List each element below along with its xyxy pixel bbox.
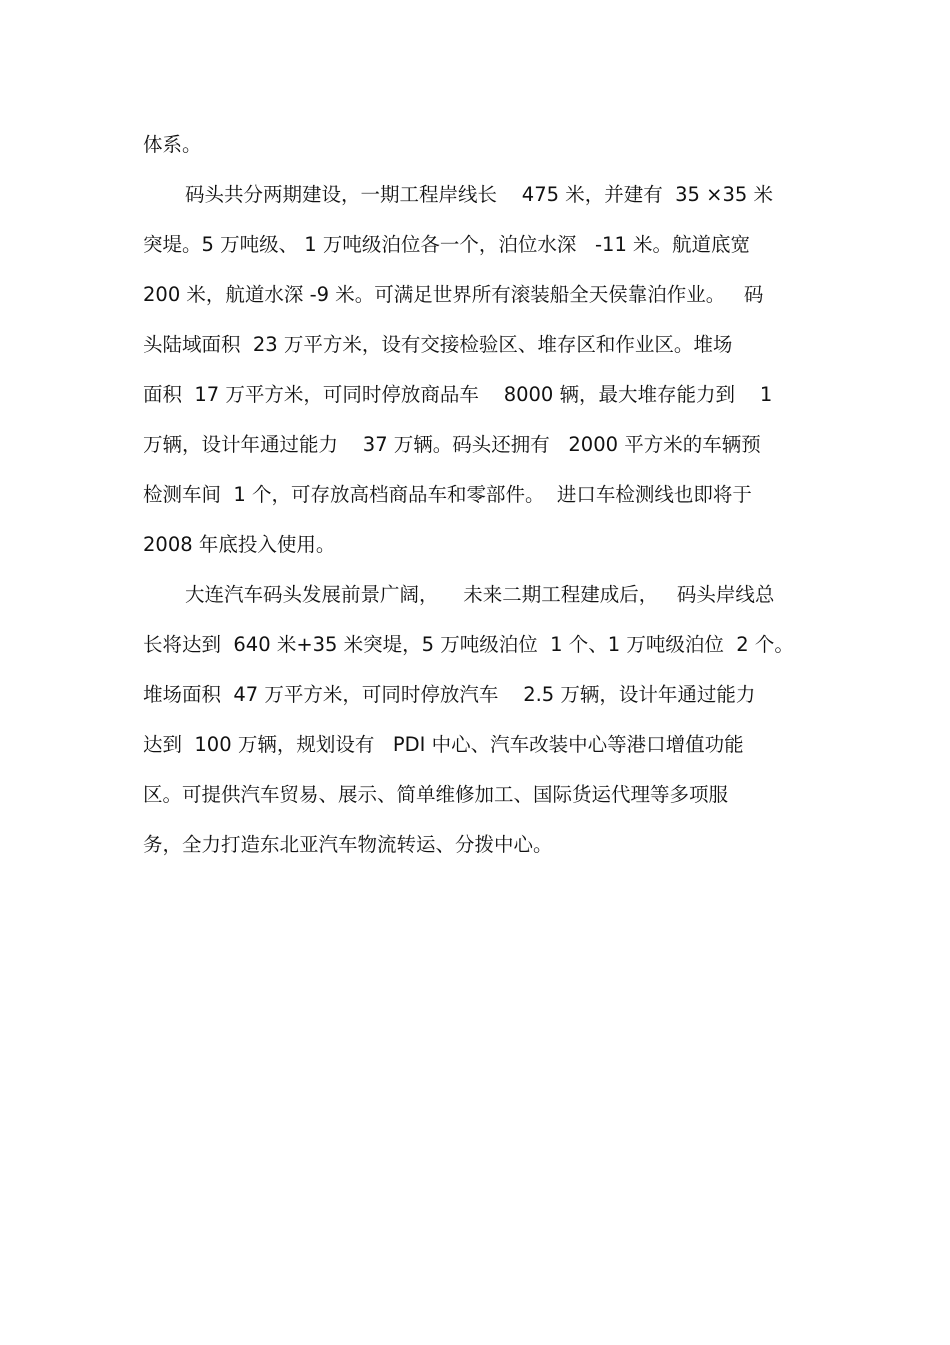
text-line: 体系。: [143, 133, 202, 156]
text-line: 面积 17 万平方米，可同时停放商品车 8000 辆，最大堆存能力到 1: [143, 383, 773, 406]
body-text: [143, 120, 823, 870]
paragraph-first-line: 码头共分两期建设，一期工程岸线长 475 米，并建有 35 ×35 米: [185, 183, 773, 206]
text-line: 堆场面积 47 万平方米，可同时停放汽车 2.5 万辆，设计年通过能力: [143, 683, 756, 706]
text-line: 万辆，设计年通过能力 37 万辆。码头还拥有 2000 平方米的车辆预: [143, 433, 761, 456]
text-line: 突堤。5 万吨级、 1 万吨级泊位各一个，泊位水深 -11 米。航道底宽: [143, 233, 751, 256]
paragraph-first-line: 大连汽车码头发展前景广阔， 未来二期工程建成后， 码头岸线总: [185, 583, 775, 606]
text-line: 2008 年底投入使用。: [143, 533, 336, 556]
text-line: 长将达到 640 米+35 米突堤，5 万吨级泊位 1 个、1 万吨级泊位 2 个。: [143, 633, 794, 656]
text-line: 头陆域面积 23 万平方米，设有交接检验区、堆存区和作业区。堆场: [143, 333, 733, 356]
text-line: 检测车间 1 个，可存放高档商品车和零部件。 进口车检测线也即将于: [143, 483, 752, 506]
text-line: 200 米，航道水深 -9 米。可满足世界所有滚装船全天侯靠泊作业。 码: [143, 283, 764, 306]
text-line: 务，全力打造东北亚汽车物流转运、分拨中心。: [143, 833, 553, 856]
text-line: 区。可提供汽车贸易、展示、简单维修加工、国际货运代理等多项服: [143, 783, 729, 806]
text-line: 达到 100 万辆，规划设有 PDI 中心、汽车改装中心等港口增值功能: [143, 733, 744, 756]
